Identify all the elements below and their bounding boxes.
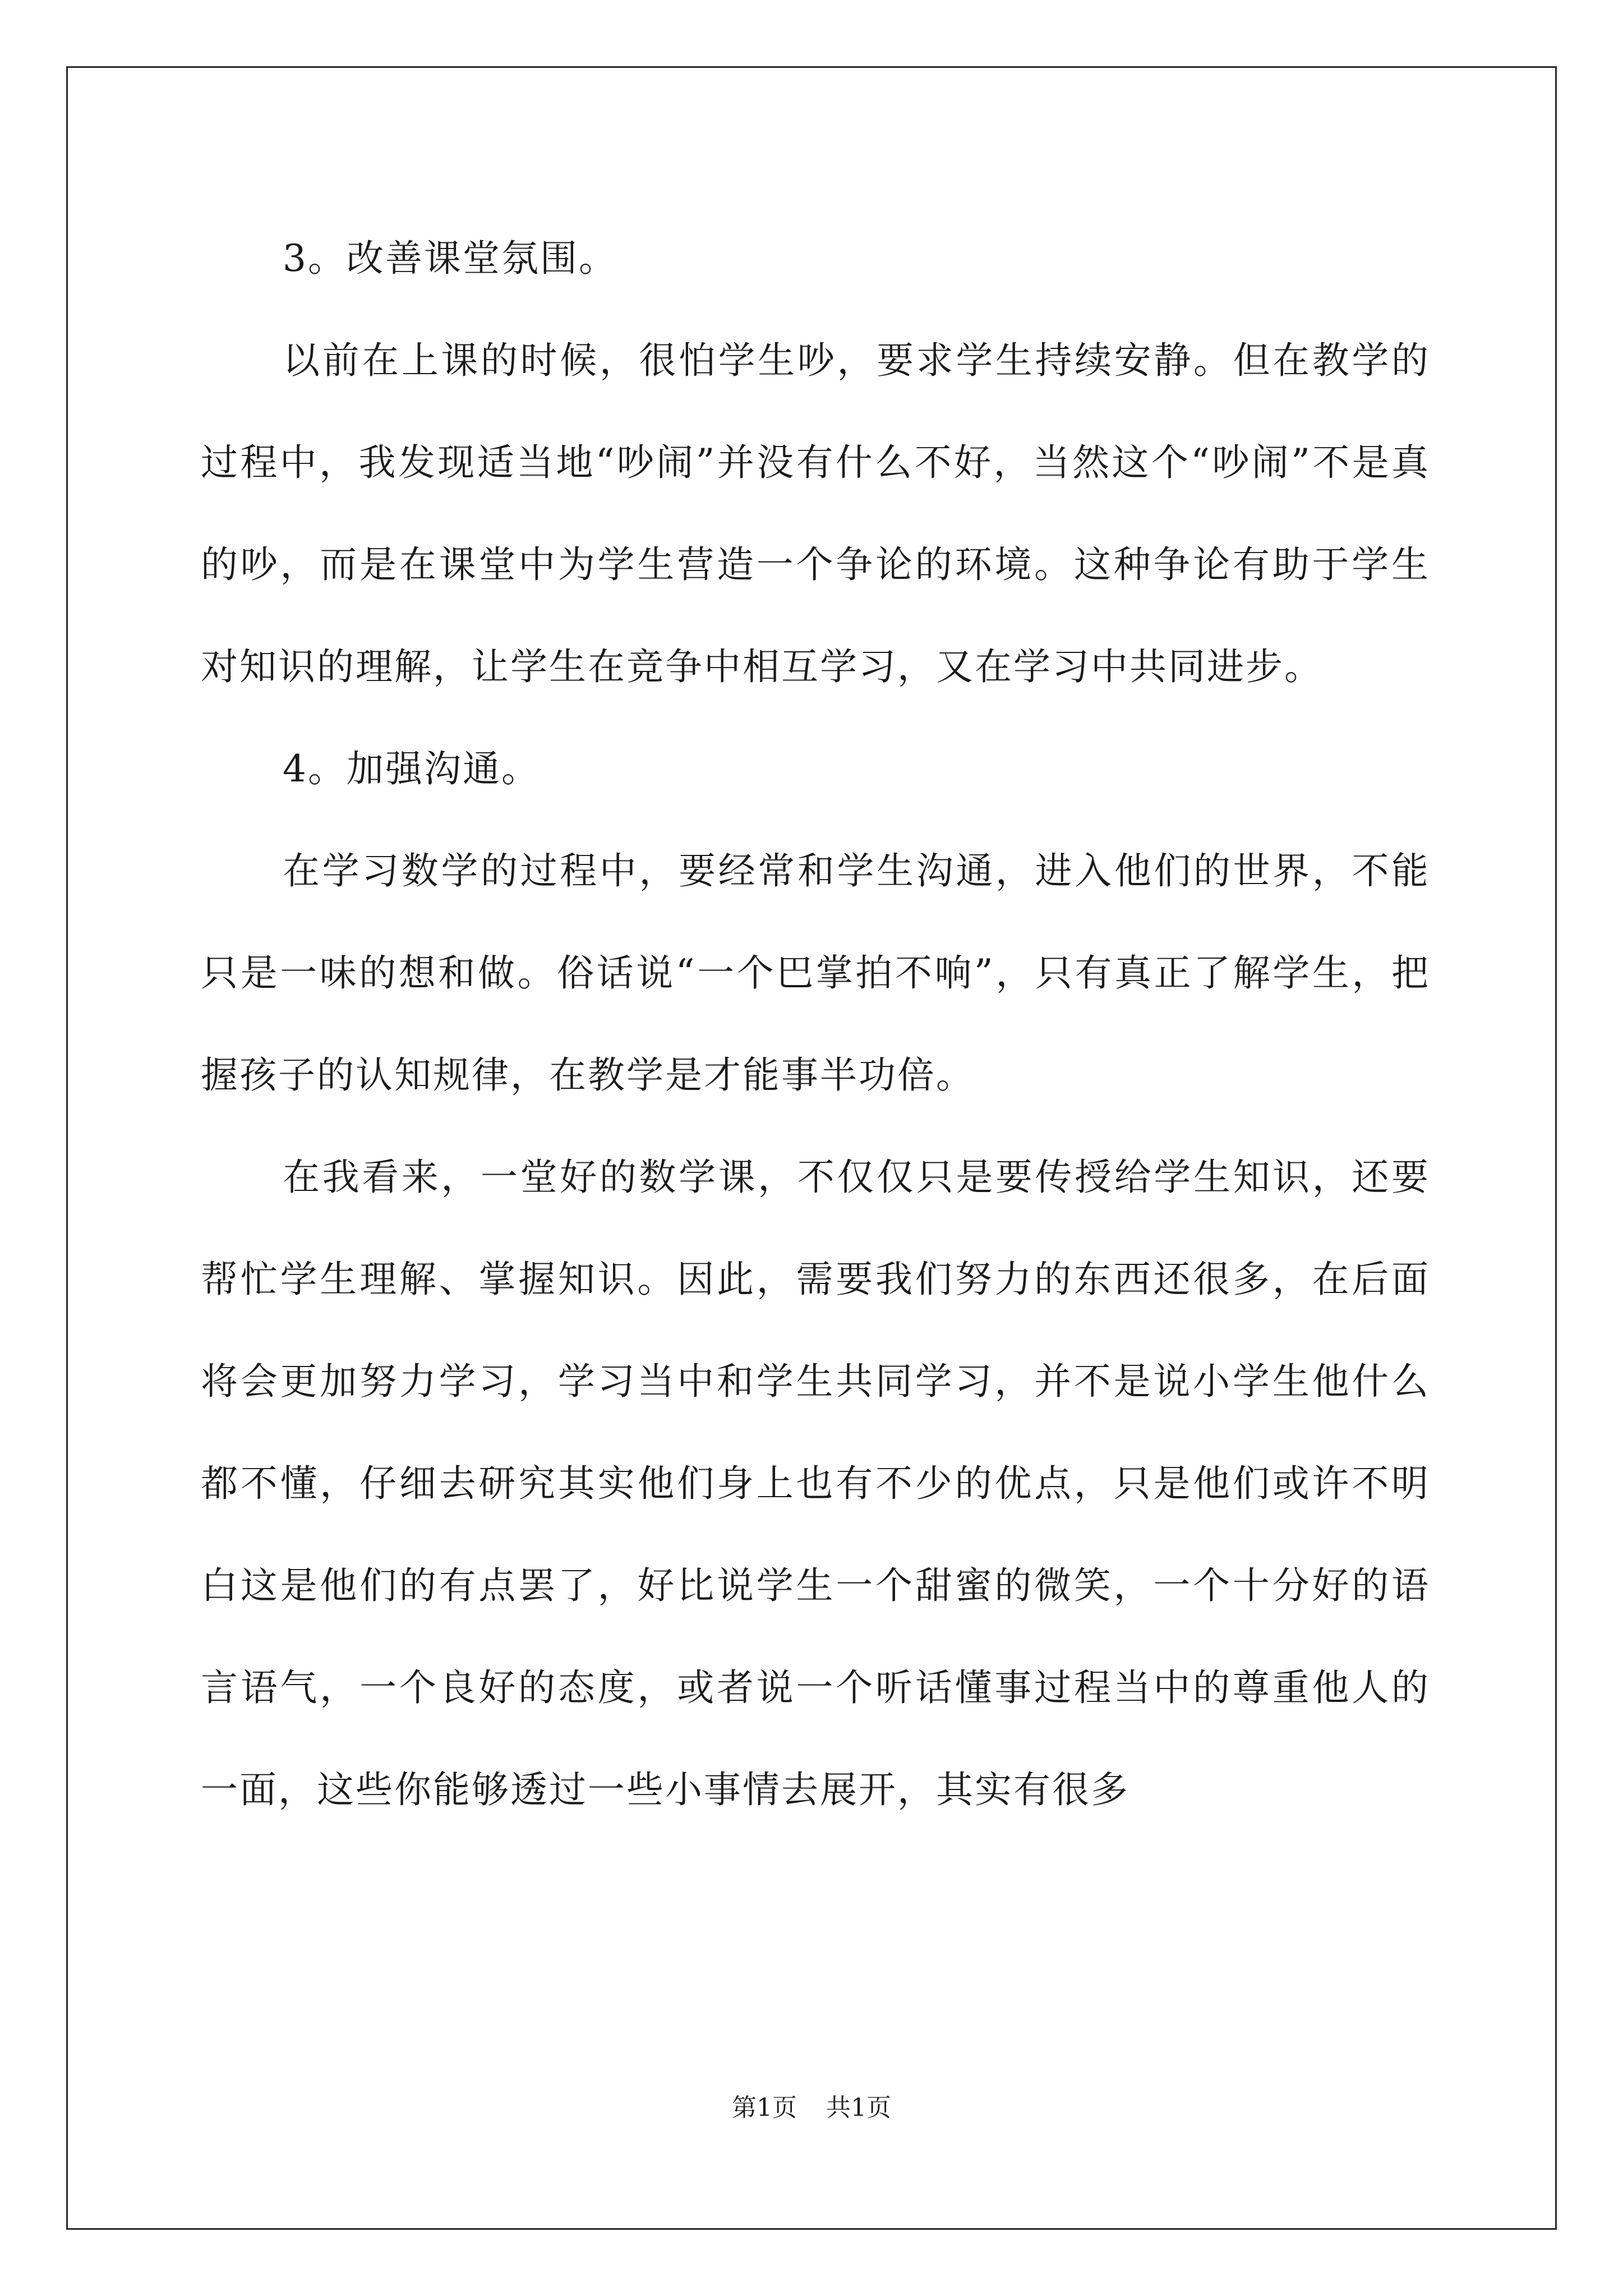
paragraph-classroom-debate: 以前在上课的时候，很怕学生吵，要求学生持续安静。但在教学的过程中，我发现适当地“吵闹”并没有什么不好，当然这个“吵闹”不是真的吵，而是在课堂中为学生营造一个争论的环境。这种争论有助于学生对知识的理解，让学生在竞争中相互学习，又在学习中共同进步。	[201, 339, 1430, 688]
heading-improve-classroom-atmosphere: 3。改善课堂氛围。	[283, 237, 617, 280]
document-body	[201, 208, 1430, 1841]
paragraph-communication: 在学习数学的过程中，要经常和学生沟通，进入他们的世界，不能只是一味的想和做。俗话说“一个巴掌拍不响”，只有真正了解学生，把握孩子的认知规律，在教学是才能事半功倍。	[201, 849, 1430, 1097]
paragraph-good-math-class: 在我看来，一堂好的数学课，不仅仅只是要传授给学生知识，还要帮忙学生理解、掌握知识。因此，需要我们努力的东西还很多，在后面将会更加努力学习，学习当中和学生共同学习，并不是说小学生他什么都不懂，仔细去研究其实他们身上也有不少的优点，只是他们或许不明白这是他们的有点罢了，好比说学生一个甜蜜的微笑，一个十分好的语言语气，一个良好的态度，或者说一个听话懂事过程当中的尊重他人的一面，这些你能够透过一些小事情去展开，其实有很多	[201, 1156, 1430, 1811]
page-total: 共1页	[826, 2093, 891, 2122]
page-number: 第1页	[732, 2093, 797, 2122]
heading-strengthen-communication: 4。加强沟通。	[283, 747, 540, 790]
page-footer	[0, 2091, 1623, 2125]
